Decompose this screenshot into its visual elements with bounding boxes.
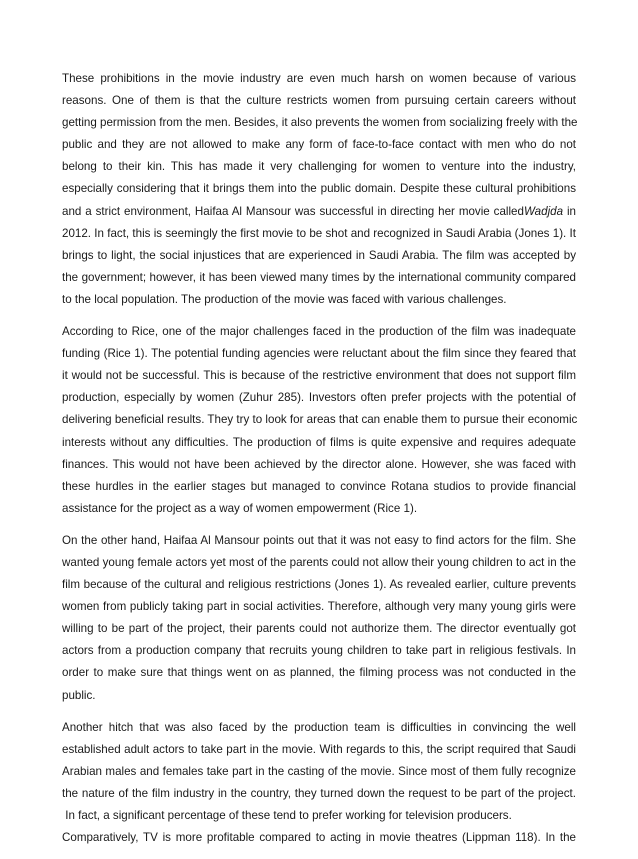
text-fragment: and a strict environment, Haifaa Al Mansour was successful in directing her movie called <box>62 204 524 218</box>
text-line: production, especially by women (Zuhur 285). Investors often prefer projects with the potential of <box>62 391 576 405</box>
text-line: delivering beneficial results. They try to look for areas that can enable them to pursue their economic <box>62 413 578 427</box>
text-line-with-title <box>62 201 576 223</box>
text-line: public. <box>62 688 96 702</box>
text-line: Another hitch that was also faced by the production team is difficulties in convincing the well <box>62 720 576 734</box>
text-line: In fact, a significant percentage of these tend to prefer working for television producers. <box>62 809 512 822</box>
text-line: getting permission from the men. Besides, it also prevents the women from socializing freely with the <box>62 116 578 130</box>
movie-title: Wadjda <box>523 204 564 218</box>
text-line: order to make sure that things went on as planned, the filming process was not conducted in the <box>62 666 576 680</box>
text-line: it would not be successful. This is because of the restrictive environment that does not support film <box>62 369 576 383</box>
paragraph-4 <box>62 717 576 850</box>
text-line: brings to light, the social injustices that are experienced in Saudi Arabia. The film was accepted by <box>62 248 576 262</box>
paragraph-1 <box>62 68 576 311</box>
paragraph-3 <box>62 530 576 707</box>
text-line: these hurdles in the earlier stages but managed to convince Rotana studios to provide financial <box>62 479 576 493</box>
text-line: the government; however, it has been viewed many times by the international community compared <box>62 270 576 284</box>
text-line: funding (Rice 1). The potential funding agencies were reluctant about the film since they feared that <box>62 347 576 361</box>
text-line: interests without any difficulties. The production of films is quite expensive and requires adequate <box>62 435 576 449</box>
text-line: film because of the cultural and religious restrictions (Jones 1). As revealed earlier, culture prevents <box>62 578 576 592</box>
text-line: public and they are not allowed to make any form of face-to-face contact with men who do not <box>62 138 576 152</box>
text-line: 2012. In fact, this is seemingly the first movie to be shot and recognized in Saudi Arabia (Jones 1). It <box>62 226 576 240</box>
text-fragment: in <box>563 204 576 218</box>
text-line: especially considering that it brings them into the public domain. Despite these cultural prohibitions <box>62 182 576 196</box>
text-line: On the other hand, Haifaa Al Mansour points out that it was not easy to find actors for the film. She <box>62 533 576 547</box>
text-line: wanted young female actors yet most of the parents could not allow their young children to act in the <box>62 555 576 569</box>
document-page <box>62 68 576 859</box>
text-line: Comparatively, TV is more profitable compared to acting in movie theatres (Lippman 118). In the <box>62 831 576 845</box>
text-line: Arabian males and females take part in the casting of the movie. Since most of them fully recognize <box>62 764 576 778</box>
paragraph-2 <box>62 321 576 520</box>
text-line: belong to their kin. This has made it very challenging for women to venture into the industry, <box>62 160 576 174</box>
text-line: the nature of the film industry in the country, they turned down the request to be part of the project. <box>62 786 576 800</box>
text-line: According to Rice, one of the major challenges faced in the production of the film was inadequate <box>62 325 576 339</box>
text-line: willing to be part of the project, their parents could not authorize them. The director eventually got <box>62 622 576 636</box>
text-line: women from publicly taking part in social activities. Therefore, although very many young girls were <box>62 600 576 614</box>
text-line: to the local population. The production of the movie was faced with various challenges. <box>62 292 507 306</box>
text-line: assistance for the project as a way of women empowerment (Rice 1). <box>62 501 418 515</box>
text-line: actors from a production company that recruits young children to take part in religious festivals. In <box>62 644 576 658</box>
text-line: finances. This would not have been achieved by the director alone. However, she was faced with <box>62 457 576 471</box>
text-line: These prohibitions in the movie industry are even much harsh on women because of various <box>62 72 576 85</box>
text-line: reasons. One of them is that the culture restricts women from pursuing certain careers without <box>62 94 576 108</box>
text-line: established adult actors to take part in the movie. With regards to this, the script required that Saudi <box>62 742 576 756</box>
